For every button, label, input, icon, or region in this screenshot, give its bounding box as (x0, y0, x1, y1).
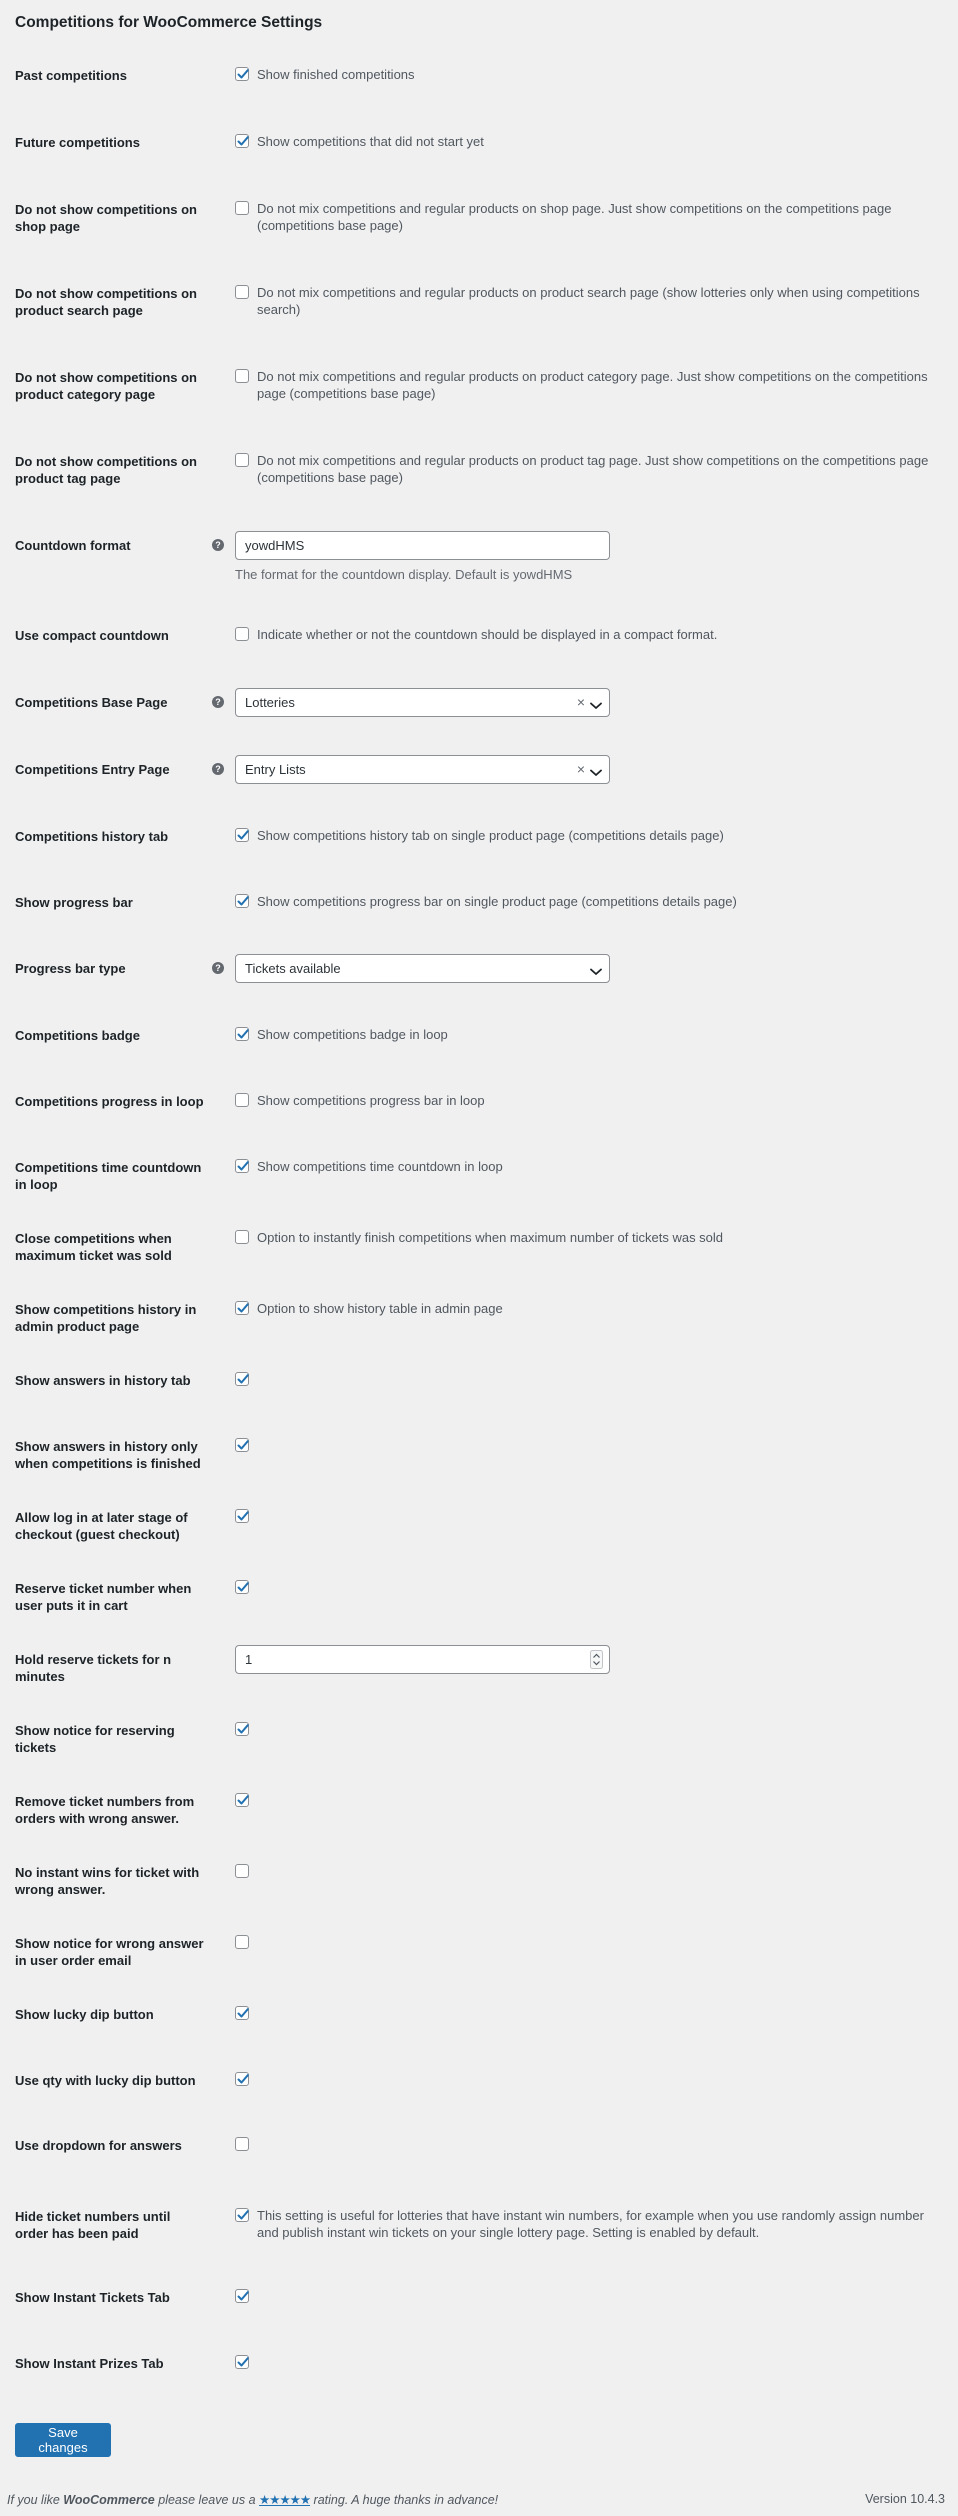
selected-value: Tickets available (245, 961, 341, 976)
help-tip-icon[interactable]: ? (212, 696, 224, 708)
number-value: 1 (245, 1652, 253, 1667)
setting-label: Do not show competitions on shop page (15, 202, 197, 234)
setting-label: Show notice for wrong answer in user order email (15, 1936, 204, 1968)
show-instant-prizes-tab-checkbox[interactable] (235, 2355, 249, 2369)
setting-field (235, 369, 935, 402)
setting-label: Competitions Entry Page (15, 762, 170, 777)
show-answers-in-history-tab-checkbox[interactable] (235, 1372, 249, 1386)
setting-label: Show competitions history in admin product page (15, 1302, 197, 1334)
do-not-show-competitions-on-product-category-pag-checkbox[interactable] (235, 369, 249, 383)
footer-suffix: rating. A huge thanks in advance! (313, 2493, 499, 2507)
setting-label: Close competitions when maximum ticket was sold (15, 1231, 172, 1263)
number-spinner[interactable] (590, 1650, 603, 1669)
hide-ticket-numbers-until-order-has-been-paid-checkbox[interactable] (235, 2208, 249, 2222)
do-not-show-competitions-on-product-tag-page-checkbox[interactable] (235, 453, 249, 467)
setting-label: No instant wins for ticket with wrong answer. (15, 1865, 200, 1897)
setting-label: Countdown format (15, 538, 131, 553)
setting-label: Do not show competitions on product tag page (15, 454, 197, 486)
setting-field (235, 627, 935, 643)
use-dropdown-for-answers-checkbox[interactable] (235, 2137, 249, 2151)
checkbox-description: Do not mix competitions and regular products on product category page. Just show competitions on the competitions page (competitions base page) (257, 369, 928, 401)
setting-label: Use qty with lucky dip button (15, 2073, 196, 2088)
footer-version: Version 10.4.3 (865, 2492, 945, 2506)
allow-log-in-at-later-stage-of-checkout-guest-ch-checkbox[interactable] (235, 1509, 249, 1523)
chevron-down-icon[interactable] (590, 698, 602, 713)
field-description: The format for the countdown display. Default is yowdHMS (235, 567, 573, 582)
setting-field (235, 67, 935, 83)
setting-label: Show answers in history tab (15, 1373, 191, 1388)
competitions-entry-page-select[interactable] (235, 755, 610, 784)
setting-label: Use dropdown for answers (15, 2138, 182, 2153)
setting-field (235, 1027, 935, 1043)
setting-label: Competitions history tab (15, 829, 169, 844)
setting-label: Remove ticket numbers from orders with wrong answer. (15, 1794, 195, 1826)
setting-label: Progress bar type (15, 961, 126, 976)
checkbox-description: Show competitions history tab on single product page (competitions details page) (257, 828, 724, 843)
setting-field (235, 134, 935, 150)
checkbox-description: Show finished competitions (257, 67, 415, 82)
checkbox-description: This setting is useful for lotteries that have instant win numbers, for example when you use randomly assign number and publish instant win tickets on your single lottery page. Setting is enabled by default. (257, 2208, 924, 2240)
setting-label: Competitions time countdown in loop (15, 1160, 202, 1192)
hold-reserve-tickets-for-n-minutes-number-input[interactable] (235, 1645, 610, 1674)
footer-brand: WooCommerce (63, 2493, 155, 2507)
progress-bar-type-select[interactable] (235, 954, 610, 983)
show-lucky-dip-button-checkbox[interactable] (235, 2006, 249, 2020)
use-qty-with-lucky-dip-button-checkbox[interactable] (235, 2072, 249, 2086)
checkbox-description: Show competitions time countdown in loop (257, 1159, 503, 1174)
close-competitions-when-maximum-ticket-was-sold-checkbox[interactable] (235, 1230, 249, 1244)
use-compact-countdown-checkbox[interactable] (235, 627, 249, 641)
countdown-format-input[interactable] (235, 531, 610, 560)
rating-stars-link[interactable]: ★★★★★ (259, 2493, 311, 2507)
checkbox-description: Show competitions progress bar on single product page (competitions details page) (257, 894, 737, 909)
do-not-show-competitions-on-product-search-page-checkbox[interactable] (235, 285, 249, 299)
clear-selection-icon[interactable]: × (576, 694, 585, 710)
checkbox-description: Show competitions that did not start yet (257, 134, 484, 149)
checkbox-description: Show competitions badge in loop (257, 1027, 448, 1042)
remove-ticket-numbers-from-orders-with-wrong-ans-checkbox[interactable] (235, 1793, 249, 1807)
chevron-down-icon[interactable] (590, 964, 602, 979)
footer-rating-text (7, 2492, 498, 2507)
setting-label: Show answers in history only when competitions is finished (15, 1439, 201, 1471)
footer-middle: please leave us a (158, 2493, 256, 2507)
show-answers-in-history-only-when-competitions-i-checkbox[interactable] (235, 1438, 249, 1452)
clear-selection-icon[interactable]: × (576, 761, 585, 777)
checkbox-description: Option to show history table in admin page (257, 1301, 503, 1316)
setting-label: Competitions badge (15, 1028, 140, 1043)
setting-field (235, 1159, 935, 1175)
setting-label: Show Instant Tickets Tab (15, 2290, 170, 2305)
selected-value: Entry Lists (245, 762, 306, 777)
save-changes-button[interactable]: Save changes (15, 2423, 111, 2457)
setting-label: Reserve ticket number when user puts it in cart (15, 1581, 192, 1613)
setting-label: Past competitions (15, 68, 127, 83)
show-progress-bar-checkbox[interactable] (235, 894, 249, 908)
setting-field (235, 1093, 935, 1109)
setting-label: Do not show competitions on product search page (15, 286, 197, 318)
competitions-base-page-select[interactable] (235, 688, 610, 717)
competitions-progress-in-loop-checkbox[interactable] (235, 1093, 249, 1107)
setting-label: Show lucky dip button (15, 2007, 154, 2022)
show-instant-tickets-tab-checkbox[interactable] (235, 2289, 249, 2303)
setting-field (235, 453, 935, 486)
competitions-badge-checkbox[interactable] (235, 1027, 249, 1041)
checkbox-description: Option to instantly finish competitions when maximum number of tickets was sold (257, 1230, 724, 1245)
no-instant-wins-for-ticket-with-wrong-answer-checkbox[interactable] (235, 1864, 249, 1878)
setting-field (235, 828, 935, 844)
reserve-ticket-number-when-user-puts-it-in-cart-checkbox[interactable] (235, 1580, 249, 1594)
setting-label: Hold reserve tickets for n minutes (15, 1652, 172, 1684)
page-title: Competitions for WooCommerce Settings (15, 14, 323, 31)
do-not-show-competitions-on-shop-page-checkbox[interactable] (235, 201, 249, 215)
checkbox-description: Do not mix competitions and regular products on product search page (show lotteries only when using competitions search) (257, 285, 920, 317)
selected-value: Lotteries (245, 695, 295, 710)
setting-label: Do not show competitions on product category page (15, 370, 197, 402)
setting-label: Show progress bar (15, 895, 133, 910)
show-competitions-history-in-admin-product-page-checkbox[interactable] (235, 1301, 249, 1315)
setting-label: Use compact countdown (15, 628, 169, 643)
checkbox-description: Do not mix competitions and regular products on product tag page. Just show competitions on the competitions page (competitions base page) (257, 453, 929, 485)
setting-label: Hide ticket numbers until order has been paid (15, 2209, 171, 2241)
help-tip-icon[interactable]: ? (212, 763, 224, 775)
show-notice-for-wrong-answer-in-user-order-email-checkbox[interactable] (235, 1935, 249, 1949)
setting-field (235, 285, 935, 318)
competitions-time-countdown-in-loop-checkbox[interactable] (235, 1159, 249, 1173)
past-competitions-checkbox[interactable] (235, 67, 249, 81)
checkbox-description: Show competitions progress bar in loop (257, 1093, 485, 1108)
setting-label: Future competitions (15, 135, 140, 150)
setting-field (235, 2208, 935, 2241)
help-tip-icon[interactable]: ? (212, 962, 224, 974)
help-tip-icon[interactable]: ? (212, 539, 224, 551)
setting-label: Competitions progress in loop (15, 1094, 204, 1109)
future-competitions-checkbox[interactable] (235, 134, 249, 148)
setting-label: Allow log in at later stage of checkout (guest checkout) (15, 1510, 188, 1542)
checkbox-description: Do not mix competitions and regular products on shop page. Just show competitions on the competitions page (competitions base page) (257, 201, 892, 233)
show-notice-for-reserving-tickets-checkbox[interactable] (235, 1722, 249, 1736)
setting-field (235, 1301, 935, 1317)
setting-field (235, 1230, 935, 1246)
checkbox-description: Indicate whether or not the countdown should be displayed in a compact format. (257, 627, 718, 642)
setting-field (235, 894, 935, 910)
setting-label: Show notice for reserving tickets (15, 1723, 175, 1755)
setting-label: Show Instant Prizes Tab (15, 2356, 164, 2371)
chevron-down-icon[interactable] (590, 765, 602, 780)
footer-prefix: If you like (7, 2493, 60, 2507)
competitions-history-tab-checkbox[interactable] (235, 828, 249, 842)
setting-field (235, 201, 935, 234)
setting-label: Competitions Base Page (15, 695, 168, 710)
